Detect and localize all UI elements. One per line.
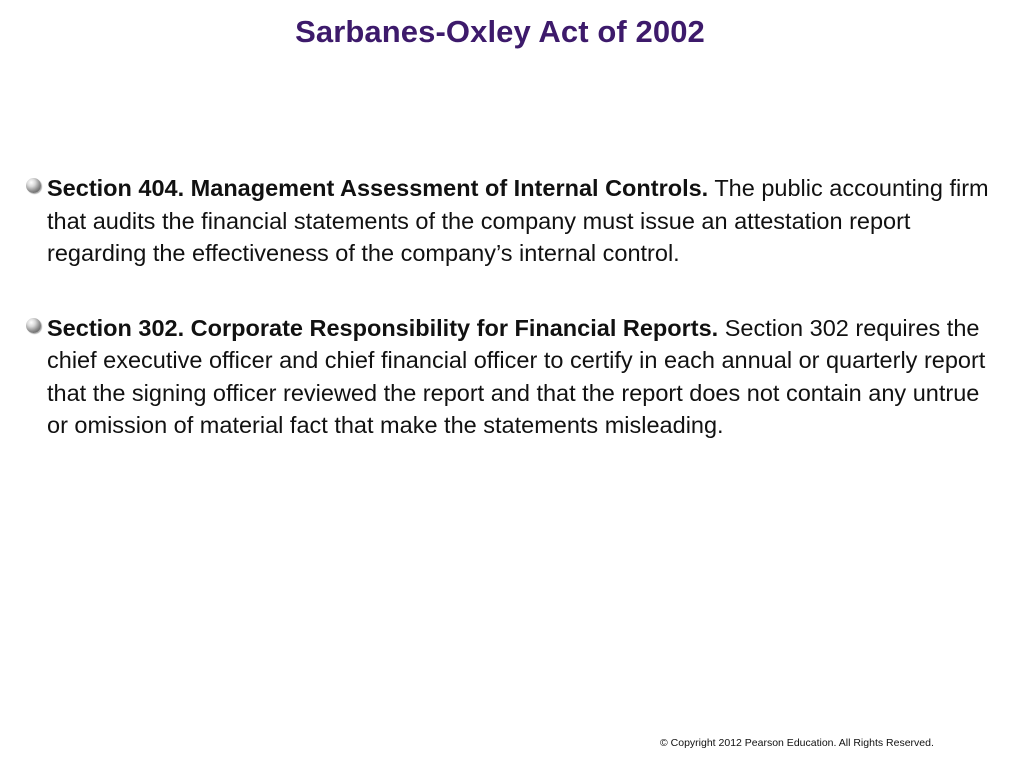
sphere-bullet-icon — [26, 178, 41, 193]
slide-title: Sarbanes-Oxley Act of 2002 — [295, 14, 705, 49]
bullet-heading: Section 404. Management Assessment of Internal Controls. — [47, 175, 709, 201]
sphere-bullet-icon — [26, 318, 41, 333]
bullet-item-section-302 — [22, 312, 997, 442]
bullet-list — [22, 172, 997, 484]
bullet-body: Section 302 requires the chief executive officer and chief financial officer to certify in each annual or quarterly report that the signing officer reviewed the report and that the report does not contain any untrue or omission of material fact that make the statements misleading. — [47, 314, 986, 438]
copyright-footer: © Copyright 2012 Pearson Education. All Rights Reserved. — [660, 737, 934, 749]
bullet-body: The public accounting firm that audits the financial statements of the company must issue an attestation report regarding the effectiveness of the company’s internal control. — [47, 175, 989, 266]
bullet-heading: Section 302. Corporate Responsibility for Financial Reports. — [47, 314, 719, 341]
bullet-item-section-404 — [22, 172, 997, 270]
